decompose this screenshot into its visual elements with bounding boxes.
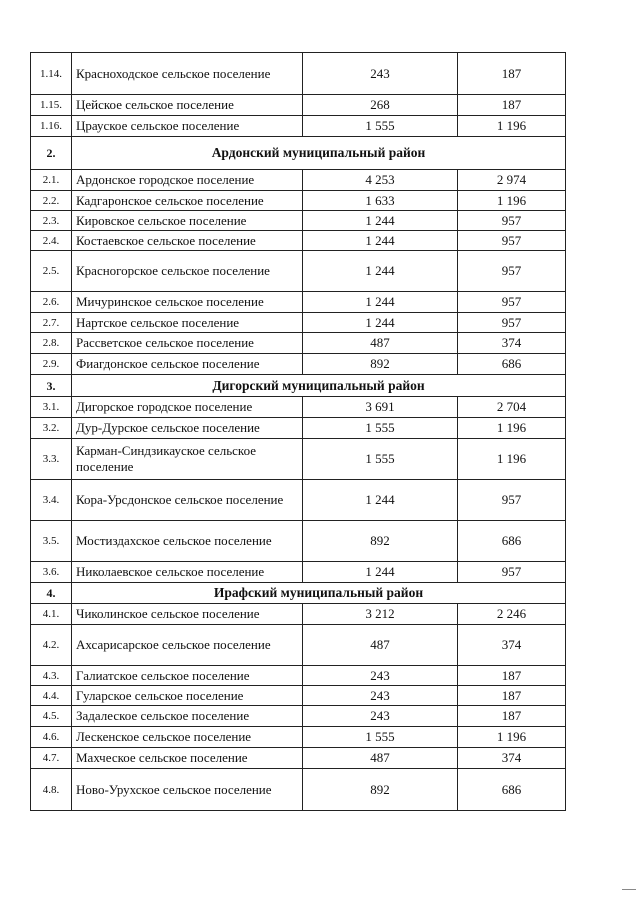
- value-a: 1 244: [303, 562, 458, 583]
- table-row: [31, 251, 566, 292]
- settlement-name: Чиколинское сельское поселение: [72, 604, 303, 625]
- row-number: 3.4.: [31, 480, 72, 521]
- value-a: 3 212: [303, 604, 458, 625]
- value-a: 243: [303, 686, 458, 706]
- value-b: 1 196: [458, 191, 566, 211]
- row-number: 4.2.: [31, 625, 72, 666]
- row-number: 3.5.: [31, 521, 72, 562]
- table-row: [31, 397, 566, 418]
- table-row: [31, 116, 566, 137]
- table-body: [31, 53, 566, 811]
- value-b: 957: [458, 313, 566, 333]
- value-b: 686: [458, 521, 566, 562]
- value-b: 2 246: [458, 604, 566, 625]
- table-row: [31, 95, 566, 116]
- table-row: [31, 439, 566, 480]
- value-b: 187: [458, 95, 566, 116]
- settlement-name: Цейское сельское поселение: [72, 95, 303, 116]
- row-number: 3.1.: [31, 397, 72, 418]
- section-number: 2.: [31, 137, 72, 170]
- value-b: 686: [458, 354, 566, 375]
- settlement-name: Карман-Синдзикауское сельское поселение: [72, 439, 303, 480]
- value-a: 892: [303, 521, 458, 562]
- value-a: 892: [303, 769, 458, 811]
- value-b: 1 196: [458, 439, 566, 480]
- settlement-name: Ардонское городское поселение: [72, 170, 303, 191]
- section-title: Ирафский муниципальный район: [72, 583, 566, 604]
- value-b: 2 704: [458, 397, 566, 418]
- row-number: 4.1.: [31, 604, 72, 625]
- value-a: 3 691: [303, 397, 458, 418]
- table-row: [31, 604, 566, 625]
- row-number: 1.14.: [31, 53, 72, 95]
- row-number: 2.9.: [31, 354, 72, 375]
- table-row: [31, 313, 566, 333]
- value-b: 957: [458, 292, 566, 313]
- table-row: [31, 562, 566, 583]
- settlement-name: Махческое сельское поселение: [72, 748, 303, 769]
- value-a: 4 253: [303, 170, 458, 191]
- row-number: 2.3.: [31, 211, 72, 231]
- table-row: [31, 333, 566, 354]
- section-row: [31, 583, 566, 604]
- row-number: 3.3.: [31, 439, 72, 480]
- settlement-name: Мостиздахское сельское поселение: [72, 521, 303, 562]
- row-number: 4.6.: [31, 727, 72, 748]
- value-b: 686: [458, 769, 566, 811]
- settlement-name: Кора-Урсдонское сельское поселение: [72, 480, 303, 521]
- table-row: [31, 480, 566, 521]
- section-row: [31, 137, 566, 170]
- value-a: 1 555: [303, 116, 458, 137]
- row-number: 2.5.: [31, 251, 72, 292]
- section-number: 4.: [31, 583, 72, 604]
- value-b: 374: [458, 333, 566, 354]
- value-b: 187: [458, 53, 566, 95]
- row-number: 4.8.: [31, 769, 72, 811]
- value-b: 1 196: [458, 727, 566, 748]
- settlement-name: Галиатское сельское поселение: [72, 666, 303, 686]
- row-number: 1.15.: [31, 95, 72, 116]
- value-b: 957: [458, 562, 566, 583]
- settlement-name: Мичуринское сельское поселение: [72, 292, 303, 313]
- value-a: 487: [303, 748, 458, 769]
- value-a: 892: [303, 354, 458, 375]
- row-number: 2.1.: [31, 170, 72, 191]
- table-row: [31, 769, 566, 811]
- row-number: 3.6.: [31, 562, 72, 583]
- row-number: 2.8.: [31, 333, 72, 354]
- table-row: [31, 418, 566, 439]
- row-number: 4.7.: [31, 748, 72, 769]
- value-a: 1 555: [303, 418, 458, 439]
- settlement-name: Дигорское городское поселение: [72, 397, 303, 418]
- table-row: [31, 170, 566, 191]
- row-number: 4.3.: [31, 666, 72, 686]
- section-title: Дигорский муниципальный район: [72, 375, 566, 397]
- settlement-name: Фиагдонское сельское поселение: [72, 354, 303, 375]
- table-row: [31, 706, 566, 727]
- value-a: 1 244: [303, 251, 458, 292]
- table-row: [31, 292, 566, 313]
- value-a: 1 555: [303, 439, 458, 480]
- settlement-name: Нартское сельское поселение: [72, 313, 303, 333]
- table-row: [31, 686, 566, 706]
- value-a: 243: [303, 666, 458, 686]
- settlement-name: Дур-Дурское сельское поселение: [72, 418, 303, 439]
- value-a: 243: [303, 53, 458, 95]
- value-b: 187: [458, 666, 566, 686]
- table-row: [31, 521, 566, 562]
- table-row: [31, 211, 566, 231]
- value-b: 957: [458, 231, 566, 251]
- value-b: 1 196: [458, 418, 566, 439]
- table-row: [31, 354, 566, 375]
- value-b: 1 196: [458, 116, 566, 137]
- table-row: [31, 748, 566, 769]
- settlement-name: Рассветское сельское поселение: [72, 333, 303, 354]
- settlement-name: Задалеское сельское поселение: [72, 706, 303, 727]
- settlement-name: Лескенское сельское поселение: [72, 727, 303, 748]
- settlement-name: Николаевское сельское поселение: [72, 562, 303, 583]
- settlement-name: Костаевское сельское поселение: [72, 231, 303, 251]
- value-b: 957: [458, 480, 566, 521]
- value-a: 1 555: [303, 727, 458, 748]
- value-b: 957: [458, 211, 566, 231]
- table-row: [31, 666, 566, 686]
- value-a: 1 244: [303, 211, 458, 231]
- settlement-name: Ахсарисарское сельское поселение: [72, 625, 303, 666]
- table-row: [31, 625, 566, 666]
- settlement-name: Кадгаронское сельское поселение: [72, 191, 303, 211]
- settlement-name: Кировское сельское поселение: [72, 211, 303, 231]
- section-row: [31, 375, 566, 397]
- scan-edge-mark: [622, 889, 636, 890]
- row-number: 2.7.: [31, 313, 72, 333]
- value-a: 1 244: [303, 313, 458, 333]
- settlement-name: Красногорское сельское поселение: [72, 251, 303, 292]
- value-a: 1 244: [303, 292, 458, 313]
- row-number: 2.6.: [31, 292, 72, 313]
- settlement-name: Ново-Урухское сельское поселение: [72, 769, 303, 811]
- value-b: 2 974: [458, 170, 566, 191]
- value-a: 1 244: [303, 480, 458, 521]
- table-row: [31, 53, 566, 95]
- section-number: 3.: [31, 375, 72, 397]
- value-b: 374: [458, 748, 566, 769]
- value-b: 374: [458, 625, 566, 666]
- value-a: 243: [303, 706, 458, 727]
- value-a: 487: [303, 333, 458, 354]
- value-b: 957: [458, 251, 566, 292]
- value-b: 187: [458, 706, 566, 727]
- value-a: 1 244: [303, 231, 458, 251]
- settlement-name: Црауское сельское поселение: [72, 116, 303, 137]
- row-number: 2.2.: [31, 191, 72, 211]
- settlements-table: [30, 52, 566, 811]
- value-b: 187: [458, 686, 566, 706]
- table-row: [31, 191, 566, 211]
- row-number: 4.5.: [31, 706, 72, 727]
- value-a: 268: [303, 95, 458, 116]
- settlement-name: Красноходское сельское поселение: [72, 53, 303, 95]
- row-number: 3.2.: [31, 418, 72, 439]
- row-number: 1.16.: [31, 116, 72, 137]
- row-number: 4.4.: [31, 686, 72, 706]
- settlement-name: Гуларское сельское поселение: [72, 686, 303, 706]
- table-row: [31, 231, 566, 251]
- value-a: 1 633: [303, 191, 458, 211]
- value-a: 487: [303, 625, 458, 666]
- table-row: [31, 727, 566, 748]
- section-title: Ардонский муниципальный район: [72, 137, 566, 170]
- row-number: 2.4.: [31, 231, 72, 251]
